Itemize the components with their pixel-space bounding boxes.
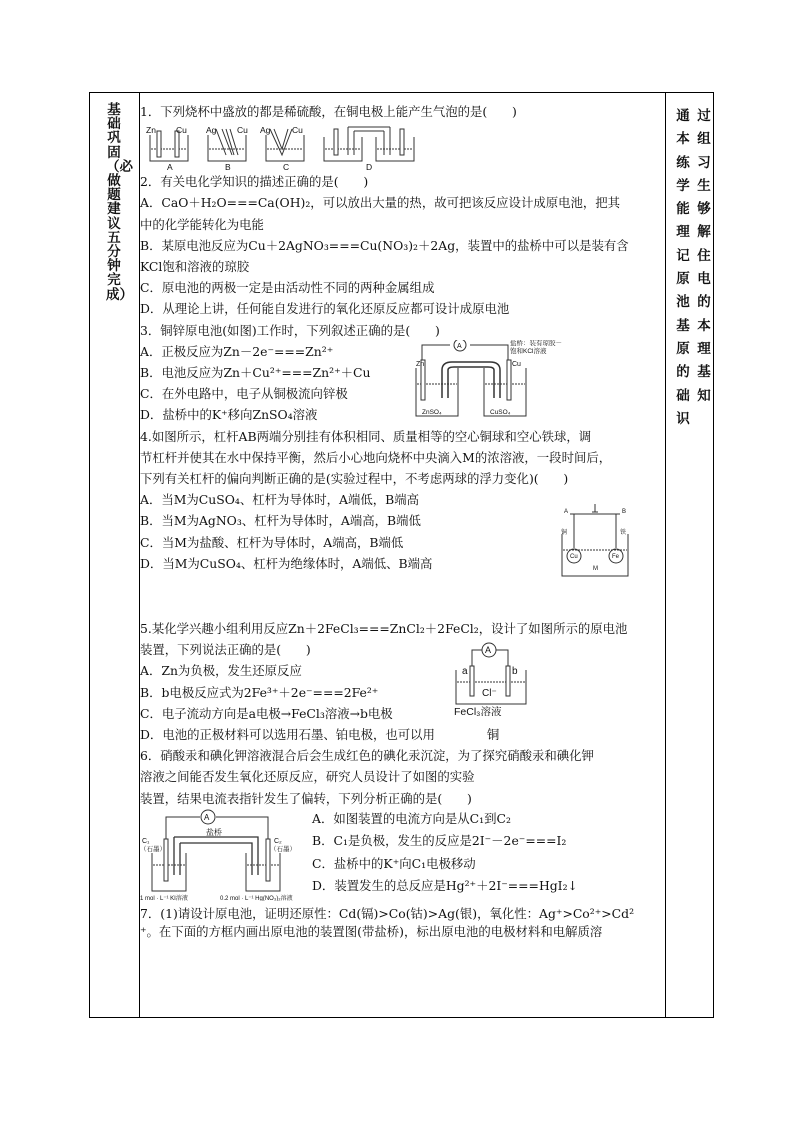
q6-option-c: C．盐桥中的K⁺向C₁电极移动	[312, 855, 476, 871]
q1-label: B	[225, 162, 231, 172]
q7-line: 7．(1)请设计原电池，证明还原性：Cd(镉)>Co(钴)>Ag(银)，氧化性：Ag⁺>Co²⁺>Cd²	[140, 905, 635, 921]
q7-line: ⁺。在下面的方框内画出原电池的装置图(带盐桥)，标出原电池的电极材料和电解质溶	[140, 924, 603, 940]
q3-option-d: D．盐桥中的K⁺移向ZnSO₄溶液	[140, 407, 318, 423]
q5-option-c: C．电子流动方向是a电极→FeCl₃溶液→b电极	[140, 705, 393, 721]
q4-option-b: B．当M为AgNO₃、杠杆为导体时，A端高，B端低	[140, 513, 421, 529]
q3-label: CuSO₄	[490, 408, 511, 416]
q4-option-c: C．当M为盐酸、杠杆为导体时，A端高，B端低	[140, 534, 404, 550]
q5-figure	[452, 640, 532, 716]
q3-option-b: B．电池反应为Zn＋Cu²⁺===Zn²⁺＋Cu	[140, 365, 371, 381]
q5-option-b: B．b电极反应式为2Fe³⁺＋2e⁻===2Fe²⁺	[140, 684, 379, 700]
q6-stem: 6．硝酸汞和碘化钾溶液混合后会生成红色的碘化汞沉淀，为了探究硝酸汞和碘化钾	[140, 748, 594, 764]
q1-label: D	[366, 162, 373, 172]
q4-label: Fe	[612, 553, 620, 560]
q6-option-a: A．如图装置的电流方向是从C₁到C₂	[312, 810, 511, 826]
q2-option-a-cont: 中的化学能转化为电能	[140, 216, 264, 232]
q3-label: Cu	[512, 360, 521, 368]
q1-label: C	[283, 162, 290, 172]
q2-stem: 2．有关电化学知识的描述正确的是( )	[140, 174, 369, 190]
q6-label: C₂	[274, 837, 282, 845]
q4-label: B	[622, 508, 627, 515]
q1-label: Cu	[237, 125, 248, 136]
q3-label: A	[457, 342, 462, 350]
q1-stem: 1．下列烧杯中盛放的都是稀硫酸，在铜电极上能产生气泡的是( )	[140, 104, 517, 119]
q4-label: A	[564, 508, 569, 515]
question-area	[140, 101, 665, 940]
q4-stem: 4.如图所示，杠杆AB两端分别挂有体积相同、质量相等的空心铜球和空心铁球，调	[140, 428, 592, 444]
q2-option-b-cont: KCl饱和溶液的琼胶	[140, 259, 250, 275]
q6-option-b: B．C₁是负极，发生的反应是2I⁻－2e⁻===I₂	[312, 833, 567, 849]
q6-label: 盐桥	[206, 827, 222, 837]
q5-option-d: D．电池的正极材料可以选用石墨、铂电极，也可以用 铜	[140, 727, 500, 743]
q2-option-d: D．从理论上讲，任何能自发进行的氧化还原反应都可设计成原电池	[140, 301, 510, 317]
objective-col-1: 通本练学能理记原池基原的础识	[676, 108, 690, 427]
q5-stem: 5.某化学兴趣小组利用反应Zn＋2FeCl₃===ZnCl₂＋2FeCl₂，设计了如图所示的原电池	[140, 621, 628, 637]
q4-stem-cont: 下列有关杠杆的偏向判断正确的是(实验过程中，不考虑两球的浮力变化)( )	[140, 471, 569, 487]
q5-label: a	[462, 666, 468, 678]
q4-figure	[560, 500, 630, 580]
q6-option-d: D．装置发生的总反应是Hg²⁺＋2I⁻===HgI₂↓	[312, 878, 578, 894]
q6-label: 1 mol · L⁻¹ KI溶液	[140, 895, 188, 901]
q3-label: ZnSO₄	[422, 408, 442, 416]
q1-label: A	[167, 162, 173, 172]
q4-label: 铜	[561, 529, 568, 536]
q5-stem-cont: 装置，下列说法正确的是( )	[140, 642, 311, 658]
section-label: 基础巩固（必做题建议五分钟完成）	[106, 102, 133, 303]
q4-label: 铁	[620, 529, 627, 536]
q6-figure	[140, 809, 305, 901]
q3-option-c: C．在外电路中，电子从铜极流向锌极	[140, 386, 348, 402]
q2-option-c: C．原电池的两极一定是由活动性不同的两种金属组成	[140, 280, 435, 296]
column-divider	[713, 93, 714, 1017]
objective-col-2: 过组习生够解住电的本理基知	[697, 108, 711, 404]
q6-stem-cont: 装置，结果电流表指针发生了偏转，下列分析正确的是( )	[140, 790, 472, 806]
q1-figure	[140, 123, 440, 171]
q4-stem-cont: 节杠杆并使其在水中保持平衡，然后小心地向烧杯中央滴入M的浓溶液，一段时间后，	[140, 449, 612, 465]
q6-label: 0.2 mol · L⁻¹ Hg(NO₃)₂溶液	[220, 895, 293, 901]
q5-label: b	[512, 666, 518, 678]
q3-figure	[412, 340, 562, 420]
q6-stem-cont: 溶液之间能否发生氧化还原反应，研究人员设计了如图的实验	[140, 769, 475, 785]
q5-option-d-tail: 铜	[486, 727, 500, 743]
q1-label: Ag	[260, 125, 271, 136]
q2-option-b: B．某原电池反应为Cu＋2AgNO₃===Cu(NO₃)₂＋2Ag，装置中的盐桥中可以是装有含	[140, 237, 629, 253]
q2-option-a: A．CaO＋H₂O===Ca(OH)₂，可以放出大量的热，故可把该反应设计成原电池，把其	[140, 195, 621, 211]
worksheet-table	[89, 92, 714, 1018]
q1-label: Cu	[292, 125, 303, 136]
q6-label: （石墨）	[270, 845, 296, 853]
q3-label: Zn	[416, 360, 425, 368]
q1-label: Zn	[146, 125, 156, 136]
q5-label: Cl⁻	[482, 688, 497, 700]
q4-option-a: A．当M为CuSO₄、杠杆为导体时，A端低，B端高	[140, 492, 420, 508]
q4-option-d: D．当M为CuSO₄、杠杆为绝缘体时，A端低、B端高	[140, 555, 433, 571]
q5-label: FeCl₃溶液	[454, 706, 502, 717]
q4-label: Cu	[570, 553, 578, 560]
q5-option-a: A．Zn为负极，发生还原反应	[140, 663, 302, 679]
q3-stem: 3．铜锌原电池(如图)工作时，下列叙述正确的是( )	[140, 322, 440, 338]
q6-label: C₁	[142, 837, 150, 845]
q3-salt-bridge-note: 盐桥：装有琼胶－饱和KCl溶液	[510, 339, 562, 355]
q4-label: M	[593, 565, 598, 572]
q6-label: （石墨）	[140, 845, 166, 853]
column-divider	[665, 93, 666, 1017]
q1-label: Ag	[206, 125, 217, 136]
q1-label: Cu	[176, 125, 187, 136]
q6-label: A	[204, 812, 210, 822]
q3-option-a: A．正极反应为Zn－2e⁻===Zn²⁺	[140, 343, 334, 359]
q5-label: A	[485, 645, 492, 656]
